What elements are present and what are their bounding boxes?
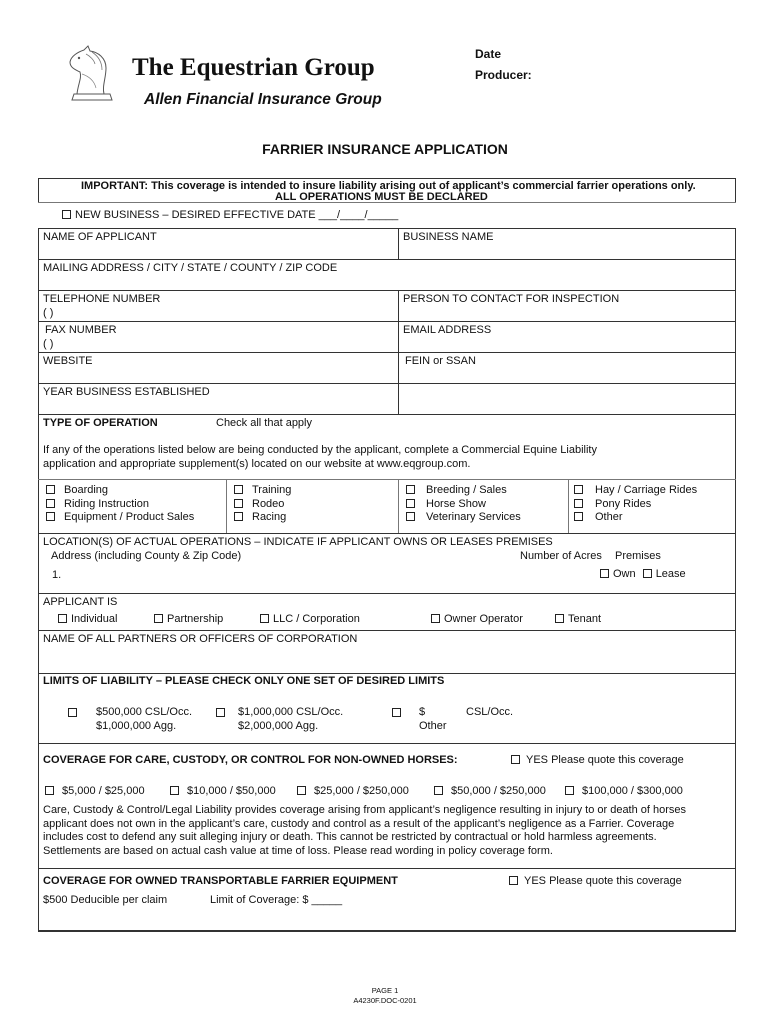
checkbox[interactable] (216, 708, 225, 717)
application-form (38, 178, 736, 932)
checkbox[interactable] (234, 512, 243, 521)
operations-note-2: application and appropriate supplement(s) located on our website at www.eqgroup.com. (43, 458, 471, 470)
applicant-is-heading: APPLICANT IS (43, 596, 118, 608)
op-label: Racing (252, 511, 287, 523)
desc-line: includes cost to defend any suit alleging injury or death. This cannot be restricted by contractual or hold harmless agreements. (43, 831, 657, 843)
care-opt-5[interactable] (565, 785, 683, 797)
company-name: The Equestrian Group (132, 54, 375, 81)
limits-heading: LIMITS OF LIABILITY – PLEASE CHECK ONLY ONE SET OF DESIRED LIMITS (43, 675, 445, 687)
checkbox[interactable] (234, 485, 243, 494)
equipment-yes[interactable] (509, 875, 682, 887)
option-label: $100,000 / $300,000 (582, 785, 683, 797)
equipment-heading: COVERAGE FOR OWNED TRANSPORTABLE FARRIER EQUIPMENT (43, 875, 398, 887)
contact-inspection-label: PERSON TO CONTACT FOR INSPECTION (403, 293, 620, 305)
limit-option-1[interactable] (68, 707, 81, 719)
care-opt-3[interactable] (297, 785, 409, 797)
care-custody-yes[interactable] (511, 754, 684, 766)
op-boarding[interactable] (46, 484, 194, 498)
new-business-checkbox[interactable] (62, 210, 71, 219)
checkbox[interactable] (434, 786, 443, 795)
op-veterinary[interactable] (406, 511, 521, 525)
premises-label: Premises (615, 550, 661, 562)
limit-1-agg: $1,000,000 Agg. (96, 720, 177, 732)
own-lease-options (600, 568, 686, 580)
applicant-llc[interactable] (260, 613, 360, 625)
checkbox[interactable] (431, 614, 440, 623)
check-all-label: Check all that apply (216, 417, 312, 429)
lease-label: Lease (655, 568, 686, 580)
option-label: Owner Operator (444, 613, 523, 625)
checkbox[interactable] (154, 614, 163, 623)
mailing-address-label: MAILING ADDRESS / CITY / STATE / COUNTY / ZIP CODE (43, 262, 338, 274)
option-label: Individual (71, 613, 118, 625)
op-label: Training (252, 484, 292, 496)
operations-col-3 (406, 484, 521, 525)
operations-col-4 (574, 484, 697, 525)
business-name-label: BUSINESS NAME (403, 231, 494, 243)
address-label: Address (including County & Zip Code) (51, 550, 242, 562)
care-custody-description (43, 804, 686, 858)
op-label: Riding Instruction (64, 497, 149, 510)
option-label: $5,000 / $25,000 (62, 785, 145, 797)
op-rodeo[interactable] (234, 498, 291, 512)
partners-label: NAME OF ALL PARTNERS OR OFFICERS OF CORPORATION (43, 633, 358, 645)
operations-note-1: If any of the operations listed below are being conducted by the applicant, complete a Commercial Equine Liability (43, 444, 597, 456)
limit-1-csl: $500,000 CSL/Occ. (96, 706, 193, 718)
checkbox[interactable] (574, 499, 583, 508)
fax-label: FAX NUMBER (45, 324, 117, 336)
location-row-1: 1. (52, 569, 62, 581)
op-hay-carriage[interactable] (574, 484, 697, 498)
subsidiary-name: Allen Financial Insurance Group (144, 91, 382, 108)
op-riding-instruction[interactable] (46, 498, 194, 512)
checkbox[interactable] (170, 786, 179, 795)
checkbox[interactable] (392, 708, 401, 717)
option-label: Partnership (167, 613, 224, 625)
website-label: WEBSITE (43, 355, 93, 367)
telephone-label: TELEPHONE NUMBER (43, 293, 161, 305)
date-label: Date (475, 47, 502, 61)
checkbox[interactable] (45, 786, 54, 795)
desc-line: applicant does not own in the applicant’s care, custody and control as a result of the applicant’s negligence as a Farrier. Coverage (43, 817, 675, 830)
fax-area-code: ( ) (43, 338, 54, 350)
checkbox[interactable] (46, 499, 55, 508)
fein-label: FEIN or SSAN (405, 355, 476, 367)
op-training[interactable] (234, 484, 291, 498)
op-label: Breeding / Sales (426, 484, 507, 496)
op-label: Pony Rides (595, 497, 652, 510)
checkbox[interactable] (234, 499, 243, 508)
limit-2-agg: $2,000,000 Agg. (238, 720, 319, 732)
new-business-label: NEW BUSINESS – DESIRED EFFECTIVE DATE ___/____/_____ (75, 209, 399, 221)
op-label: Veterinary Services (426, 511, 521, 523)
new-business-row (62, 209, 398, 221)
checkbox[interactable] (509, 876, 518, 885)
applicant-individual[interactable] (58, 613, 117, 625)
checkbox[interactable] (260, 614, 269, 623)
option-label: Tenant (568, 613, 602, 625)
option-label: $10,000 / $50,000 (187, 785, 276, 797)
own-label: Own (613, 568, 636, 580)
checkbox[interactable] (511, 755, 520, 764)
limit-of-coverage-label: Limit of Coverage: $ _____ (210, 894, 343, 906)
op-label: Hay / Carriage Rides (595, 484, 698, 496)
yes-label: YES Please quote this coverage (524, 875, 682, 887)
limit-2-csl: $1,000,000 CSL/Occ. (238, 706, 344, 718)
op-label: Boarding (64, 484, 109, 496)
operations-col-1 (46, 484, 194, 525)
operations-col-2 (234, 484, 291, 525)
op-label: Equipment / Product Sales (64, 511, 195, 523)
op-label: Other (595, 511, 623, 523)
year-established-label: YEAR BUSINESS ESTABLISHED (43, 386, 210, 398)
checkbox[interactable] (297, 786, 306, 795)
checkbox[interactable] (574, 512, 583, 521)
notice-line-1: IMPORTANT: This coverage is intended to insure liability arising out of applicant’s commercial farrier operations only. (81, 180, 696, 192)
checkbox[interactable] (46, 512, 55, 521)
limit-3-other: Other (419, 720, 447, 732)
option-label: $50,000 / $250,000 (451, 785, 546, 797)
page-title: FARRIER INSURANCE APPLICATION (262, 141, 508, 157)
option-label: LLC / Corporation (273, 613, 360, 625)
email-label: EMAIL ADDRESS (403, 324, 492, 336)
op-racing[interactable] (234, 511, 291, 525)
care-custody-heading: COVERAGE FOR CARE, CUSTODY, OR CONTROL FOR NON-OWNED HORSES: (43, 754, 458, 766)
notice-line-2: ALL OPERATIONS MUST BE DECLARED (275, 191, 488, 203)
care-opt-1[interactable] (45, 785, 145, 797)
checkbox[interactable] (406, 485, 415, 494)
care-opt-2[interactable] (170, 785, 276, 797)
limit-option-3[interactable] (392, 707, 405, 719)
op-breeding-sales[interactable] (406, 484, 521, 498)
op-label: Rodeo (252, 497, 285, 510)
acres-label: Number of Acres (520, 550, 602, 562)
name-of-applicant-label: NAME OF APPLICANT (43, 231, 157, 243)
knight-logo-icon (62, 44, 120, 104)
op-other[interactable] (574, 511, 697, 525)
desc-line: Settlements are based on actual cash value at time of loss. Please read wording in policy coverage form. (43, 844, 553, 857)
checkbox[interactable] (46, 485, 55, 494)
limit-option-2[interactable] (216, 707, 229, 719)
deductible-label: $500 Deducible per claim (43, 894, 168, 906)
checkbox[interactable] (68, 708, 77, 717)
own-checkbox[interactable] (600, 569, 609, 578)
limit-3-dollar: $ (419, 706, 426, 718)
applicant-partnership[interactable] (154, 613, 223, 625)
limit-3-csl: CSL/Occ. (466, 706, 514, 718)
op-horse-show[interactable] (406, 498, 521, 512)
lease-checkbox[interactable] (643, 569, 652, 578)
checkbox[interactable] (58, 614, 67, 623)
telephone-area-code: ( ) (43, 307, 54, 319)
yes-label: YES Please quote this coverage (526, 754, 684, 766)
option-label: $25,000 / $250,000 (314, 785, 409, 797)
page-number: PAGE 1 (371, 986, 399, 995)
desc-line: Care, Custody & Control/Legal Liability provides coverage arising from applicant’s negligence resulting in injury to or death of horses (43, 804, 687, 816)
care-opt-4[interactable] (434, 785, 546, 797)
op-pony-rides[interactable] (574, 498, 697, 512)
producer-label: Producer: (475, 68, 532, 82)
op-label: Horse Show (426, 497, 486, 510)
checkbox[interactable] (565, 786, 574, 795)
checkbox[interactable] (574, 485, 583, 494)
type-of-operation-heading: TYPE OF OPERATION (43, 417, 158, 429)
op-equipment-sales[interactable] (46, 511, 194, 525)
checkbox[interactable] (406, 512, 415, 521)
checkbox[interactable] (555, 614, 564, 623)
applicant-owner-operator[interactable] (431, 613, 523, 625)
applicant-tenant[interactable] (555, 613, 601, 625)
checkbox[interactable] (406, 499, 415, 508)
form-code: A4230F.DOC-0201 (353, 996, 417, 1005)
locations-heading: LOCATION(S) OF ACTUAL OPERATIONS – INDICATE IF APPLICANT OWNS OR LEASES PREMISES (43, 536, 553, 548)
